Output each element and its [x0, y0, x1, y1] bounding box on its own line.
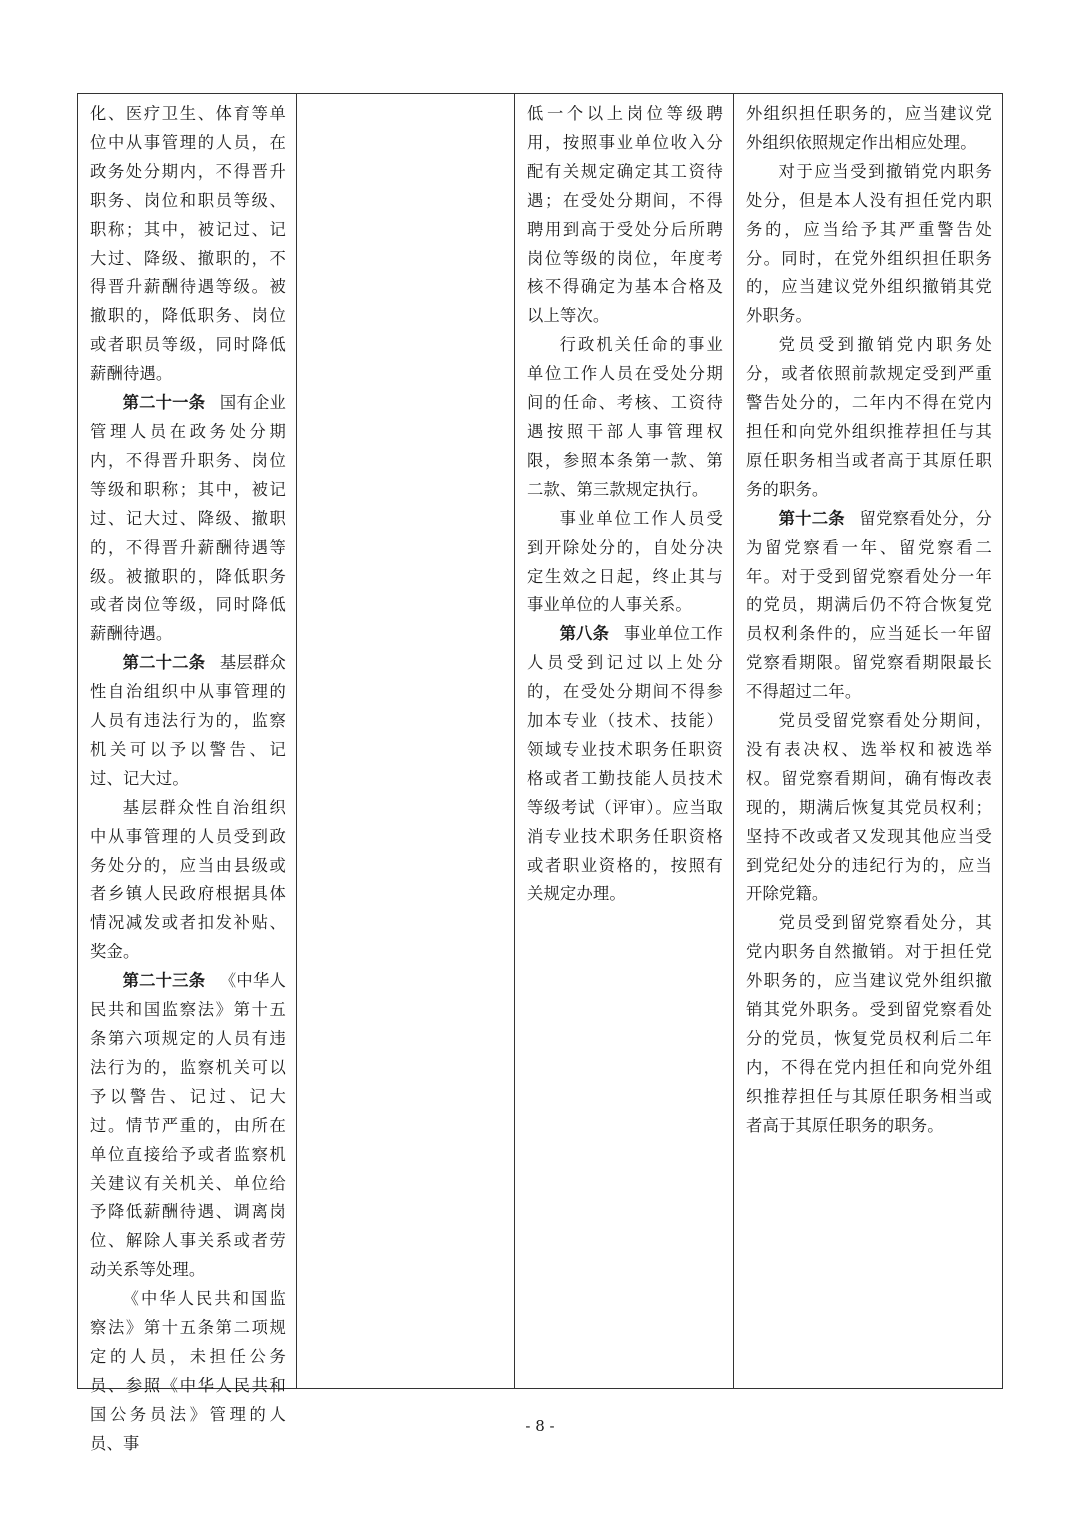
paragraph: [527, 100, 723, 331]
table-column-1: [78, 94, 297, 1453]
table-column-2: [297, 94, 515, 1388]
paragraph: [746, 909, 992, 1140]
paragraph: [90, 100, 286, 389]
paragraph: [746, 505, 992, 707]
article-heading: 第八条: [559, 624, 610, 644]
paragraph: [90, 967, 286, 1285]
paragraph-text: 《中华人民共和国监察法》第十五条第六项规定的人员有违法行为的，监察机关可以予以警告、记过、记大过。情节严重的，由所在单位直接给予或者监察机关建议有关机关、单位给予降低薪酬待遇、调离岗位、解除人事关系或者劳动关系等处理。: [90, 971, 286, 1280]
paragraph: [746, 100, 992, 158]
article-heading: 第二十三条: [122, 971, 206, 991]
comparison-table: [77, 93, 1003, 1453]
paragraph-text: 行政机关任命的事业单位工作人员在受处分期间的任命、考核、工资待遇按照干部人事管理权限，参照本条第一款、第二款、第三款规定执行。: [527, 335, 723, 499]
paragraph: [527, 620, 723, 909]
paragraph-text: 事业单位工作人员受到开除处分的，自处分决定生效之日起，终止其与事业单位的人事关系。: [527, 508, 723, 615]
paragraph-text: 党员受到撤销党内职务处分，或者依照前款规定受到严重警告处分的，二年内不得在党内担任和向党外组织推荐担任与其原任职务相当或者高于其原任职务的职务。: [746, 335, 992, 499]
paragraph-text: 化、医疗卫生、体育等单位中从事管理的人员，在政务处分期内，不得晋升职务、岗位和职员等级、职称；其中，被记过、记大过、降级、撤职的，不得晋升薪酬待遇等级。被撤职的，降低职务、岗位或者职员等级，同时降低薪酬待遇。: [90, 104, 286, 384]
paragraph: [90, 794, 286, 967]
paragraph: [90, 649, 286, 794]
paragraph: [90, 389, 286, 649]
page-number: - 8 -: [525, 1417, 555, 1435]
paragraph: [527, 505, 723, 621]
table-column-3: [515, 94, 734, 1388]
paragraph-text: 外组织担任职务的，应当建议党外组织依照规定作出相应处理。: [746, 104, 992, 152]
paragraph: [746, 707, 992, 909]
paragraph-text: 基层群众性自治组织中从事管理的人员有违法行为的，监察机关可以予以警告、记过、记大过。: [90, 653, 286, 788]
article-heading: 第二十一条: [122, 393, 206, 413]
article-heading: 第二十二条: [122, 653, 206, 673]
paragraph-text: 党员受到留党察看处分，其党内职务自然撤销。对于担任党外职务的，应当建议党外组织撤销其党外职务。受到留党察看处分的党员，恢复党员权利后二年内，不得在党内担任和向党外组织推荐担任与其原任职务相当或者高于其原任职务的职务。: [746, 913, 992, 1135]
paragraph-text: 低一个以上岗位等级聘用，按照事业单位收入分配有关规定确定其工资待遇；在受处分期间，不得聘用到高于受处分后所聘岗位等级的岗位，年度考核不得确定为基本合格及以上等次。: [527, 104, 723, 326]
paragraph: [527, 331, 723, 504]
paragraph-text: 留党察看处分，分为留党察看一年、留党察看二年。对于受到留党察看处分一年的党员，期满后仍不符合恢复党员权利条件的，应当延长一年留党察看期限。留党察看期限最长不得超过二年。: [746, 508, 992, 702]
paragraph-text: 对于应当受到撤销党内职务处分，但是本人没有担任党内职务的，应当给予其严重警告处分。同时，在党外组织担任职务的，应当建议党外组织撤销其党外职务。: [746, 161, 992, 326]
paragraph-text: 基层群众性自治组织中从事管理的人员受到政务处分的，应当由县级或者乡镇人民政府根据具体情况减发或者扣发补贴、奖金。: [90, 797, 286, 962]
paragraph: [746, 158, 992, 331]
paragraph-text: 事业单位工作人员受到记过以上处分的，在受处分期间不得参加本专业（技术、技能）领域专业技术职务任职资格或者工勤技能人员技术等级考试（评审）。应当取消专业技术职务任职资格或者职业资格的，按照有关规定办理。: [527, 624, 724, 904]
paragraph-text: 国有企业管理人员在政务处分期内，不得晋升职务、岗位等级和职称；其中，被记过、记大过、降级、撤职的，不得晋升薪酬待遇等级。被撤职的，降低职务或者岗位等级，同时降低薪酬待遇。: [90, 393, 286, 644]
paragraph: [746, 331, 992, 504]
paragraph-text: 《中华人民共和国监察法》第十五条第二项规定的人员，未担任公务员、参照《中华人民共和国公务员法》管理的人员、事: [90, 1289, 286, 1453]
paragraph-text: 党员受留党察看处分期间，没有表决权、选举权和被选举权。留党察看期间，确有悔改表现的，期满后恢复其党员权利；坚持不改或者又发现其他应当受到党纪处分的违纪行为的，应当开除党籍。: [746, 711, 992, 904]
article-heading: 第十二条: [778, 508, 845, 528]
table-column-4: [734, 94, 1002, 1388]
